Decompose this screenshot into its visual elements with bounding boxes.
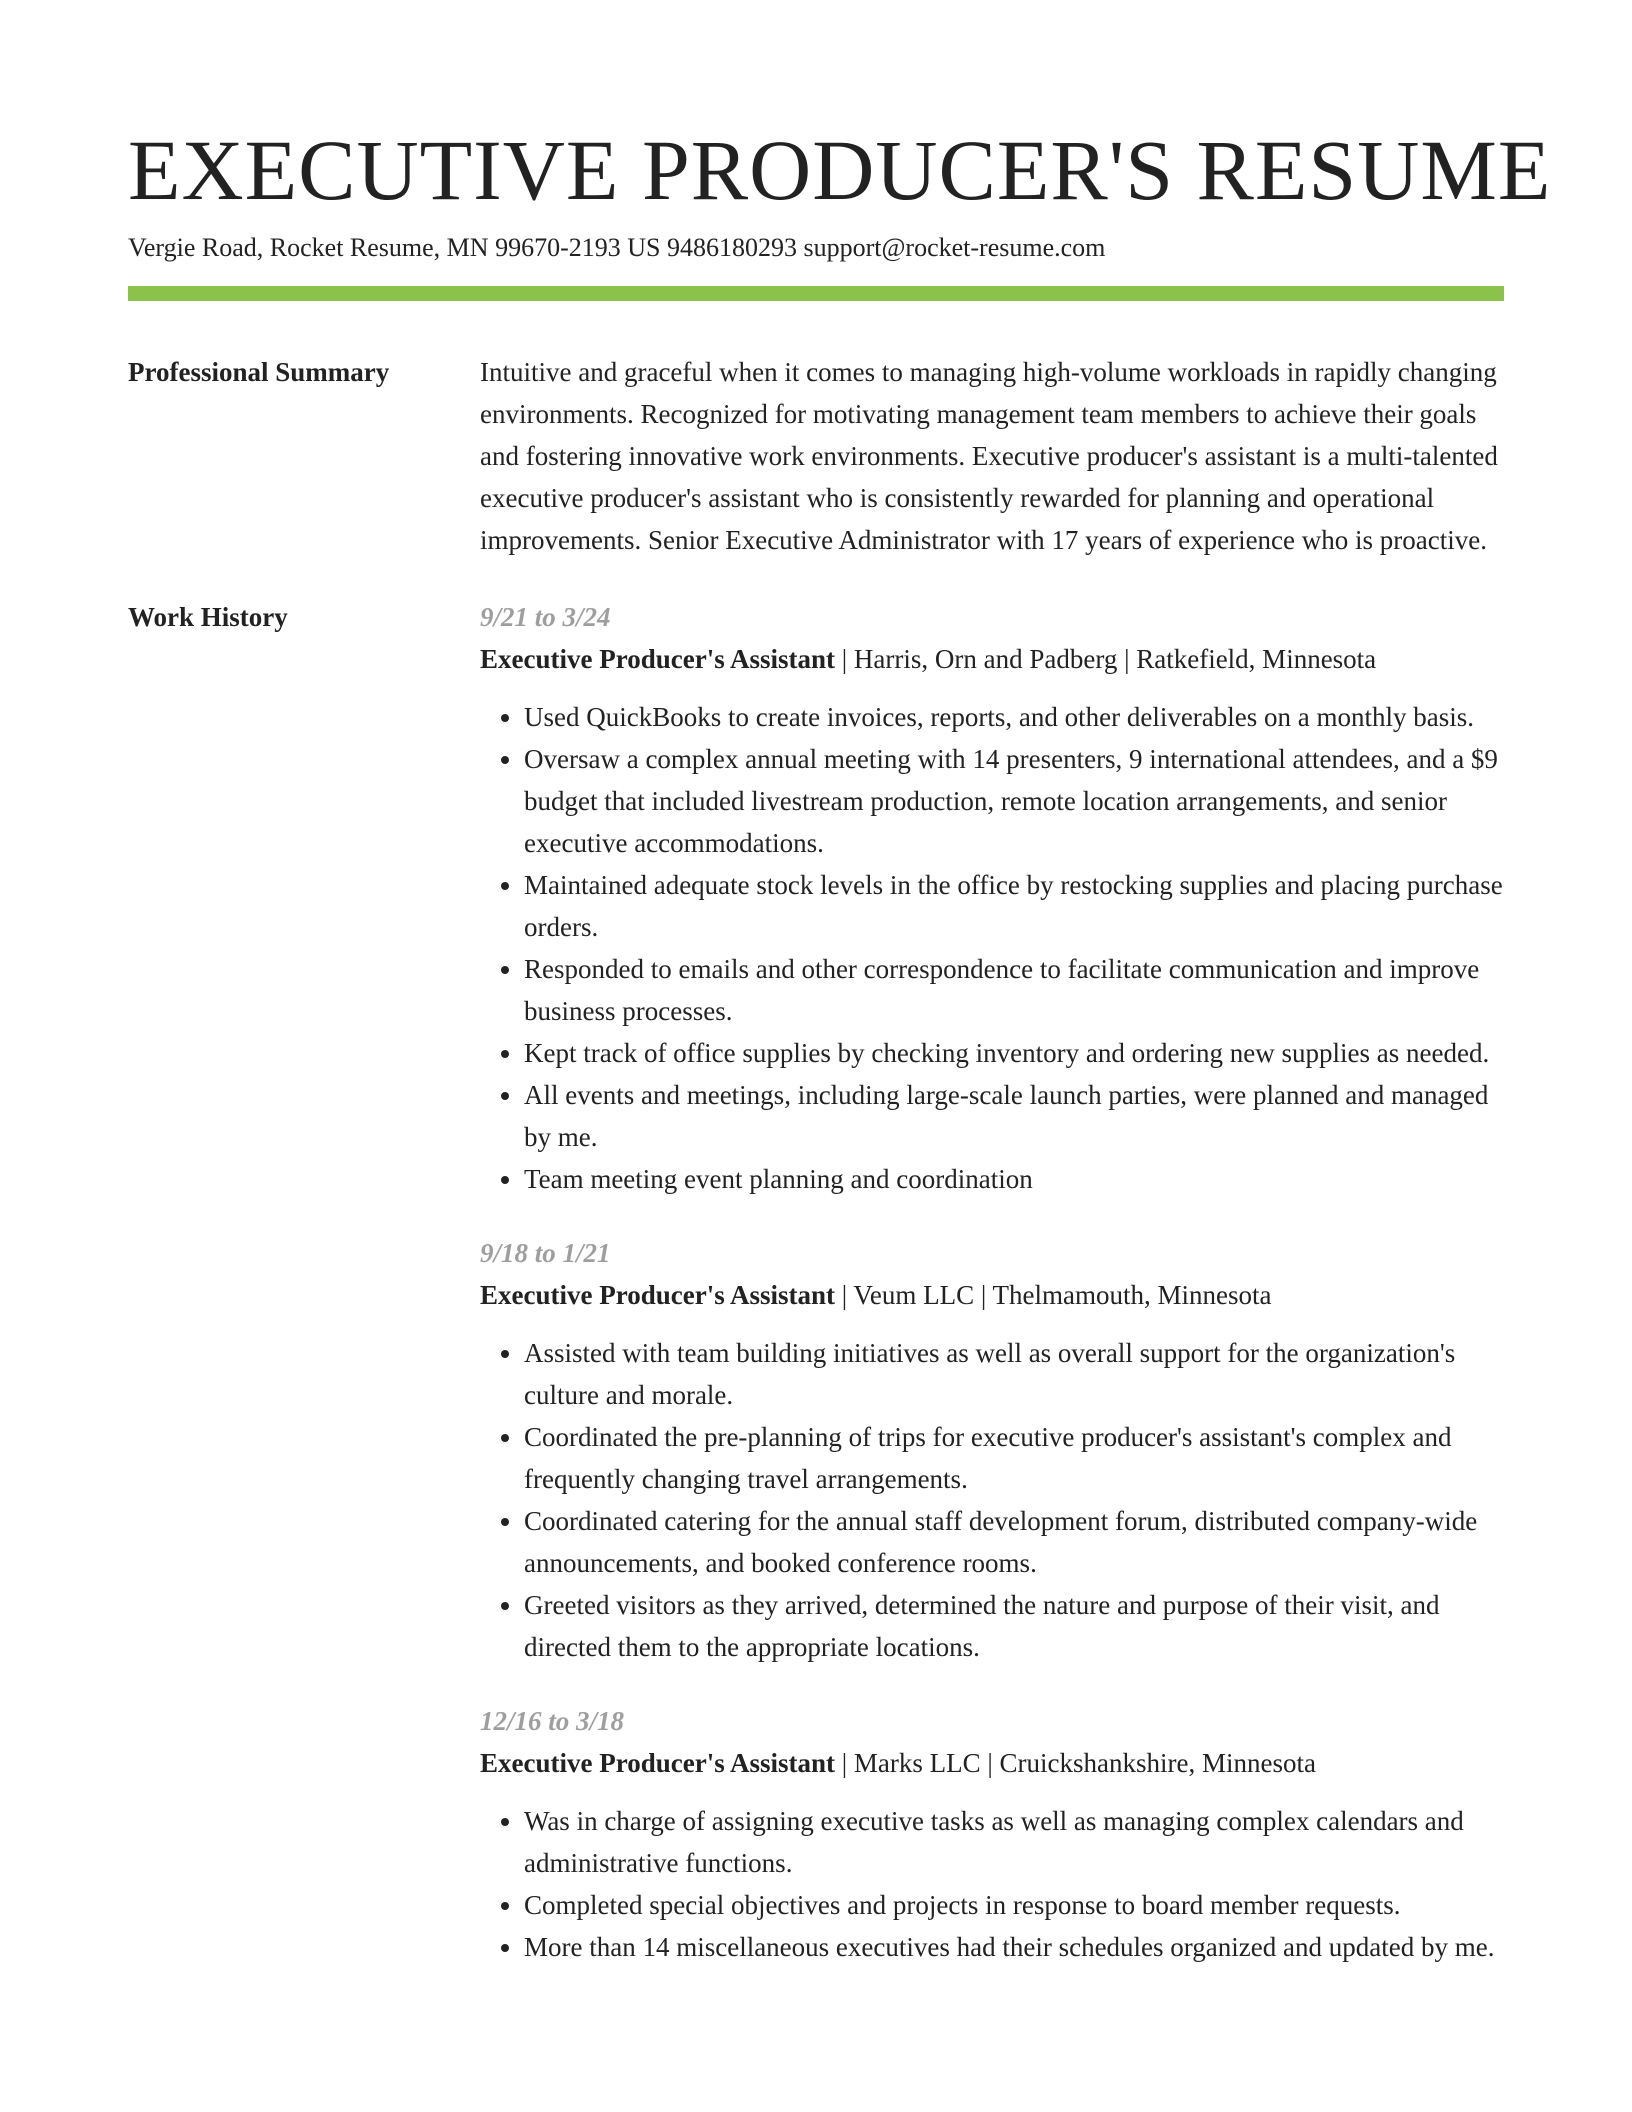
duty-item: • Maintained adequate stock levels in the office by restocking supplies and placing purchase orders. (524, 864, 1504, 948)
duty-item: • Greeted visitors as they arrived, determined the nature and purpose of their visit, and directed them to the appropriate locations. (524, 1584, 1504, 1668)
duty-item: • Was in charge of assigning executive tasks as well as managing complex calendars and administrative functions. (524, 1800, 1504, 1884)
job-heading (480, 1742, 1504, 1784)
job-title: Executive Producer's Assistant (480, 1748, 835, 1778)
duty-item: • Used QuickBooks to create invoices, reports, and other deliverables on a monthly basis. (524, 696, 1504, 738)
duty-item: • Responded to emails and other correspondence to facilitate communication and improve business processes. (524, 948, 1504, 1032)
resume-title: EXECUTIVE PRODUCER'S RESUME (128, 122, 1552, 218)
resume-page (128, 120, 1552, 2000)
job-heading (480, 638, 1504, 680)
job-dates: 9/18 to 1/21 (480, 1238, 611, 1268)
duties-list (480, 1332, 1504, 1668)
section-label-summary: Professional Summary (128, 357, 390, 387)
job-heading (480, 1274, 1504, 1316)
duty-item: • Coordinated catering for the annual staff development forum, distributed company-wide announcements, and booked conference rooms. (524, 1500, 1504, 1584)
duties-list (480, 696, 1504, 1200)
job-entry (480, 1232, 1504, 1668)
accent-divider (128, 286, 1504, 301)
job-title: Executive Producer's Assistant (480, 644, 835, 674)
work-history-section (128, 596, 1504, 2000)
duties-list (480, 1800, 1504, 1968)
duty-item: • Coordinated the pre-planning of trips for executive producer's assistant's complex and frequently changing travel arrangements. (524, 1416, 1504, 1500)
job-title: Executive Producer's Assistant (480, 1280, 835, 1310)
job-employer-location: | Marks LLC | Cruickshankshire, Minnesota (834, 1748, 1316, 1778)
job-entry (480, 1700, 1504, 1968)
duty-item: • More than 14 miscellaneous executives had their schedules organized and updated by me. (524, 1926, 1504, 1968)
job-employer-location: | Veum LLC | Thelmamouth, Minnesota (834, 1280, 1272, 1310)
duty-item: • Completed special objectives and projects in response to board member requests. (524, 1884, 1504, 1926)
duty-item: • Team meeting event planning and coordination (524, 1158, 1504, 1200)
contact-info: Vergie Road, Rocket Resume, MN 99670-2193 US 9486180293 support@rocket-resume.com (128, 233, 1106, 262)
job-entry (480, 596, 1504, 1200)
work-history-body (480, 596, 1504, 2000)
job-dates: 12/16 to 3/18 (480, 1706, 625, 1736)
professional-summary-section (128, 351, 1504, 561)
duty-item: • Kept track of office supplies by checking inventory and ordering new supplies as needed. (524, 1032, 1504, 1074)
job-employer-location: | Harris, Orn and Padberg | Ratkefield, Minnesota (834, 644, 1377, 674)
summary-body (480, 351, 1504, 561)
section-label-work-history: Work History (128, 602, 288, 632)
duty-item: • Oversaw a complex annual meeting with 14 presenters, 9 international attendees, and a $9 budget that included livestream production, remote location arrangements, and senior executive accommodations. (524, 738, 1504, 864)
duty-item: • Assisted with team building initiatives as well as overall support for the organization's culture and morale. (524, 1332, 1504, 1416)
duty-item: • All events and meetings, including large-scale launch parties, were planned and managed by me. (524, 1074, 1504, 1158)
job-dates: 9/21 to 3/24 (480, 602, 611, 632)
summary-text: Intuitive and graceful when it comes to managing high-volume workloads in rapidly changing environments. Recognized for motivating management team members to achieve their goals and fostering innovative work environments. Executive producer's assistant is a multi-talented executive producer's assistant who is consistently rewarded for planning and operational improvements. Senior Executive Administrator with 17 years of experience who is proactive. (480, 357, 1498, 555)
